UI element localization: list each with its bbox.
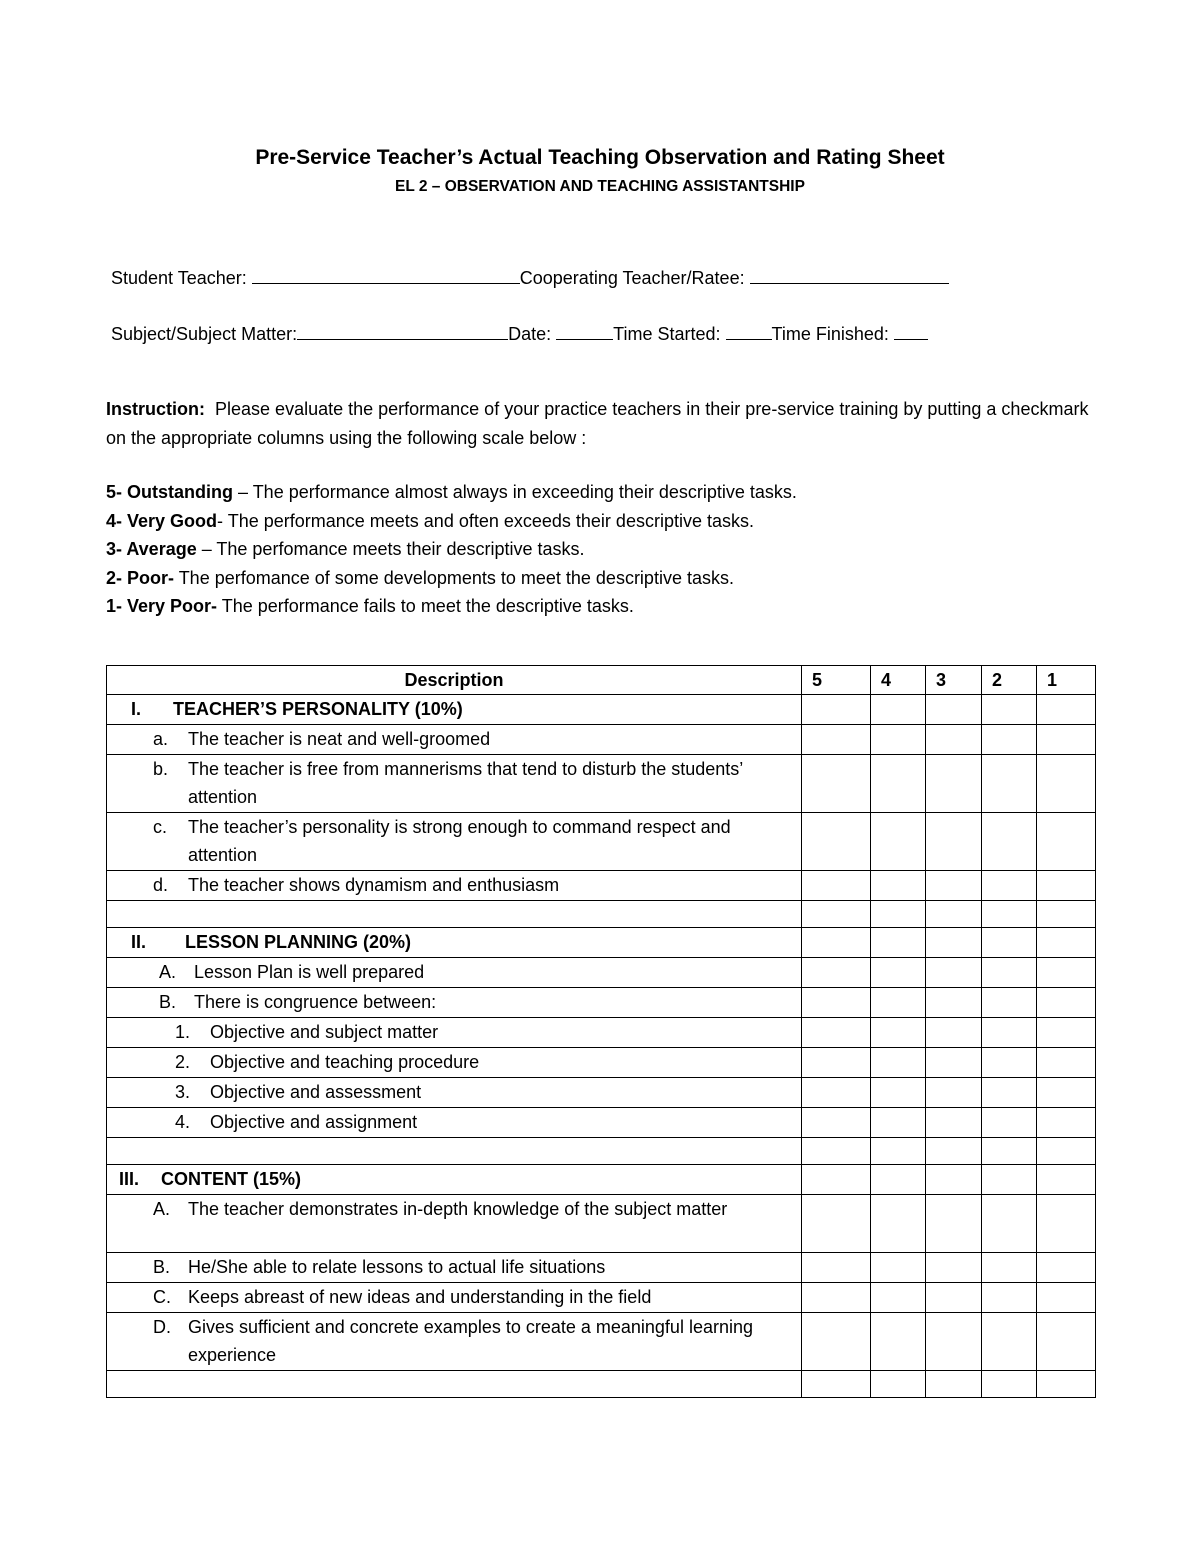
table-row xyxy=(107,755,1096,813)
scale-item xyxy=(106,535,1106,564)
rating-cell[interactable] xyxy=(926,1108,982,1138)
rating-cell[interactable] xyxy=(1037,958,1096,988)
rating-cell[interactable] xyxy=(926,725,982,755)
item-label: A. xyxy=(153,1199,171,1219)
subject-label: Subject/Subject Matter: xyxy=(111,324,298,344)
rating-cell[interactable] xyxy=(1037,1283,1096,1313)
header-score-1: 1 xyxy=(1037,666,1096,695)
section-row xyxy=(107,928,1096,958)
rating-cell[interactable] xyxy=(871,695,926,725)
rating-cell[interactable] xyxy=(802,1078,871,1108)
header-score-3: 3 xyxy=(926,666,982,695)
date-blank[interactable] xyxy=(556,323,613,340)
header-score-2: 2 xyxy=(982,666,1037,695)
rating-cell[interactable] xyxy=(1037,725,1096,755)
subject-fields-line xyxy=(111,322,928,346)
subitem-text: Objective and assignment xyxy=(210,1112,418,1132)
rating-cell[interactable] xyxy=(982,755,1037,813)
item-label: a. xyxy=(153,729,169,749)
table-row xyxy=(107,1108,1096,1138)
rating-cell[interactable] xyxy=(926,988,982,1018)
spacer-row xyxy=(107,1371,1096,1398)
rating-cell[interactable] xyxy=(982,1253,1037,1283)
rating-cell[interactable] xyxy=(1037,988,1096,1018)
rating-cell[interactable] xyxy=(802,928,871,958)
rating-table xyxy=(106,665,1096,1398)
rating-cell[interactable] xyxy=(1037,755,1096,813)
scale-text: - The performance meets and often exceeds their descriptive tasks. xyxy=(217,510,754,531)
subitem-label: 1. xyxy=(175,1022,191,1042)
rating-cell[interactable] xyxy=(871,1018,926,1048)
scale-item xyxy=(106,592,1106,621)
item-text: Keeps abreast of new ideas and understanding in the field xyxy=(188,1287,652,1307)
rating-cell[interactable] xyxy=(802,1253,871,1283)
rating-cell[interactable] xyxy=(926,958,982,988)
subitem-label: 3. xyxy=(175,1082,191,1102)
section-number: III. xyxy=(119,1169,140,1189)
table-row xyxy=(107,1283,1096,1313)
rating-cell[interactable] xyxy=(1037,1195,1096,1253)
document-title: Pre-Service Teacher’s Actual Teaching Observation and Rating Sheet xyxy=(255,146,945,169)
rating-cell[interactable] xyxy=(802,695,871,725)
table-row xyxy=(107,725,1096,755)
rating-cell[interactable] xyxy=(1037,1165,1096,1195)
rating-cell[interactable] xyxy=(802,988,871,1018)
time-finished-blank[interactable] xyxy=(894,323,928,340)
subject-blank[interactable] xyxy=(297,323,508,340)
rating-cell[interactable] xyxy=(871,1283,926,1313)
scale-text: The performance fails to meet the descriptive tasks. xyxy=(217,596,634,617)
instruction-paragraph xyxy=(106,395,1106,453)
rating-cell[interactable] xyxy=(926,1313,982,1371)
item-label: B. xyxy=(159,992,177,1012)
rating-cell[interactable] xyxy=(1037,871,1096,901)
spacer-row xyxy=(107,1138,1096,1165)
rating-cell[interactable] xyxy=(982,725,1037,755)
rating-cell[interactable] xyxy=(982,928,1037,958)
rating-cell[interactable] xyxy=(926,1078,982,1108)
rating-cell[interactable] xyxy=(982,1313,1037,1371)
cooperating-teacher-blank[interactable] xyxy=(750,267,949,284)
item-text: Gives sufficient and concrete examples to create a meaningful learning experience xyxy=(188,1317,753,1365)
scale-item xyxy=(106,507,1106,536)
table-row xyxy=(107,988,1096,1018)
rating-cell[interactable] xyxy=(982,813,1037,871)
table-row xyxy=(107,1195,1096,1253)
rating-cell[interactable] xyxy=(871,928,926,958)
rating-cell[interactable] xyxy=(802,958,871,988)
rating-cell[interactable] xyxy=(871,1078,926,1108)
rating-cell[interactable] xyxy=(802,1018,871,1048)
table-row xyxy=(107,813,1096,871)
section-row xyxy=(107,695,1096,725)
rating-cell[interactable] xyxy=(1037,928,1096,958)
rating-cell[interactable] xyxy=(926,928,982,958)
rating-cell[interactable] xyxy=(926,1018,982,1048)
student-teacher-label: Student Teacher: xyxy=(111,268,252,288)
time-started-blank[interactable] xyxy=(726,323,772,340)
rating-cell[interactable] xyxy=(926,1048,982,1078)
rating-cell[interactable] xyxy=(926,755,982,813)
table-row xyxy=(107,1253,1096,1283)
document-subtitle: EL 2 – OBSERVATION AND TEACHING ASSISTANTSHIP xyxy=(395,178,805,195)
rating-cell[interactable] xyxy=(802,1048,871,1078)
rating-cell[interactable] xyxy=(1037,695,1096,725)
scale-item xyxy=(106,478,1106,507)
spacer-row xyxy=(107,901,1096,928)
section-row xyxy=(107,1165,1096,1195)
header-score-5: 5 xyxy=(802,666,871,695)
item-text: The teacher shows dynamism and enthusiasm xyxy=(188,875,560,895)
instruction-label: Instruction: xyxy=(106,399,205,419)
rating-cell[interactable] xyxy=(982,988,1037,1018)
rating-cell[interactable] xyxy=(802,1283,871,1313)
cooperating-teacher-label: Cooperating Teacher/Ratee: xyxy=(519,268,750,288)
table-row xyxy=(107,1018,1096,1048)
rating-cell[interactable] xyxy=(871,813,926,871)
rating-cell[interactable] xyxy=(1037,1078,1096,1108)
item-label: d. xyxy=(153,875,169,895)
section-title: TEACHER’S PERSONALITY (10%) xyxy=(173,699,463,719)
rating-cell[interactable] xyxy=(982,871,1037,901)
item-label: A. xyxy=(159,962,177,982)
rating-cell[interactable] xyxy=(926,1283,982,1313)
rating-cell[interactable] xyxy=(802,1313,871,1371)
subitem-text: Objective and teaching procedure xyxy=(210,1052,480,1072)
scale-text: The perfomance of some developments to meet the descriptive tasks. xyxy=(174,567,734,588)
subitem-text: Objective and assessment xyxy=(210,1082,422,1102)
rating-cell[interactable] xyxy=(982,958,1037,988)
rating-cell[interactable] xyxy=(802,755,871,813)
rating-cell[interactable] xyxy=(926,1165,982,1195)
rating-cell[interactable] xyxy=(926,695,982,725)
header-description: Description xyxy=(107,666,802,695)
rating-cell[interactable] xyxy=(1037,1048,1096,1078)
teacher-fields-line xyxy=(111,266,949,290)
rating-cell[interactable] xyxy=(871,1313,926,1371)
table-row xyxy=(107,958,1096,988)
scale-text: – The perfomance meets their descriptive tasks. xyxy=(196,539,585,560)
rating-cell[interactable] xyxy=(871,1108,926,1138)
rating-cell[interactable] xyxy=(802,871,871,901)
item-text: The teacher’s personality is strong enough to command respect and attention xyxy=(188,817,731,865)
rating-cell[interactable] xyxy=(802,1195,871,1253)
scale-label: 2- Poor- xyxy=(106,567,175,588)
rating-cell[interactable] xyxy=(802,813,871,871)
time-finished-label: Time Finished: xyxy=(771,324,894,344)
item-text: The teacher demonstrates in-depth knowledge of the subject matter xyxy=(188,1199,728,1219)
item-label: b. xyxy=(153,759,169,779)
rating-cell[interactable] xyxy=(871,755,926,813)
rating-cell[interactable] xyxy=(802,1165,871,1195)
rating-cell[interactable] xyxy=(982,1195,1037,1253)
rating-cell[interactable] xyxy=(982,1108,1037,1138)
section-number: I. xyxy=(131,699,142,719)
rating-cell[interactable] xyxy=(871,958,926,988)
rating-cell[interactable] xyxy=(982,1078,1037,1108)
item-label: C. xyxy=(153,1287,171,1307)
rating-cell[interactable] xyxy=(871,1195,926,1253)
table-header-row xyxy=(107,666,1096,695)
rating-cell[interactable] xyxy=(871,871,926,901)
rating-cell[interactable] xyxy=(1037,813,1096,871)
item-text: The teacher is neat and well-groomed xyxy=(188,729,491,749)
table-row xyxy=(107,1048,1096,1078)
scale-text: – The performance almost always in exceeding their descriptive tasks. xyxy=(233,482,797,502)
rating-cell[interactable] xyxy=(926,871,982,901)
rating-cell[interactable] xyxy=(926,813,982,871)
rating-cell[interactable] xyxy=(982,1283,1037,1313)
item-text: Lesson Plan is well prepared xyxy=(194,962,425,982)
subitem-label: 2. xyxy=(175,1052,191,1072)
date-label: Date: xyxy=(508,324,557,344)
rating-cell[interactable] xyxy=(926,1253,982,1283)
item-text: The teacher is free from mannerisms that tend to disturb the students’ attention xyxy=(188,759,743,807)
rating-cell[interactable] xyxy=(1037,1018,1096,1048)
rating-cell[interactable] xyxy=(982,695,1037,725)
rating-scale xyxy=(106,478,1106,621)
item-label: D. xyxy=(153,1317,171,1337)
rating-cell[interactable] xyxy=(982,1048,1037,1078)
header-score-4: 4 xyxy=(871,666,926,695)
rating-cell[interactable] xyxy=(871,1253,926,1283)
rating-cell[interactable] xyxy=(871,1165,926,1195)
table-row xyxy=(107,871,1096,901)
subitem-label: 4. xyxy=(175,1112,191,1132)
section-title: CONTENT (15%) xyxy=(161,1169,302,1189)
rating-cell[interactable] xyxy=(802,725,871,755)
rating-cell[interactable] xyxy=(871,1048,926,1078)
item-text: There is congruence between: xyxy=(194,992,437,1012)
student-teacher-blank[interactable] xyxy=(252,267,520,284)
scale-label: 5- Outstanding xyxy=(106,482,233,502)
subitem-text: Objective and subject matter xyxy=(210,1022,439,1042)
scale-label: 3- Average xyxy=(106,539,197,560)
rating-cell[interactable] xyxy=(871,725,926,755)
rating-cell[interactable] xyxy=(802,1108,871,1138)
rating-cell[interactable] xyxy=(982,1165,1037,1195)
table-row xyxy=(107,1313,1096,1371)
scale-label: 4- Very Good xyxy=(106,510,218,531)
rating-cell[interactable] xyxy=(1037,1253,1096,1283)
section-title: LESSON PLANNING (20%) xyxy=(185,932,412,952)
table-row xyxy=(107,1078,1096,1108)
scale-label: 1- Very Poor- xyxy=(106,596,218,617)
item-label: B. xyxy=(153,1257,171,1277)
scale-item xyxy=(106,564,1106,593)
rating-cell[interactable] xyxy=(982,1018,1037,1048)
rating-cell[interactable] xyxy=(926,1195,982,1253)
item-text: He/She able to relate lessons to actual life situations xyxy=(188,1257,606,1277)
section-number: II. xyxy=(131,932,147,952)
instruction-text: Please evaluate the performance of your practice teachers in their pre-service training by putting a checkmark on the appropriate columns using the following scale below : xyxy=(106,399,1089,448)
rating-cell[interactable] xyxy=(1037,1313,1096,1371)
rating-cell[interactable] xyxy=(1037,1108,1096,1138)
item-label: c. xyxy=(153,817,168,837)
time-started-label: Time Started: xyxy=(613,324,726,344)
rating-cell[interactable] xyxy=(871,988,926,1018)
